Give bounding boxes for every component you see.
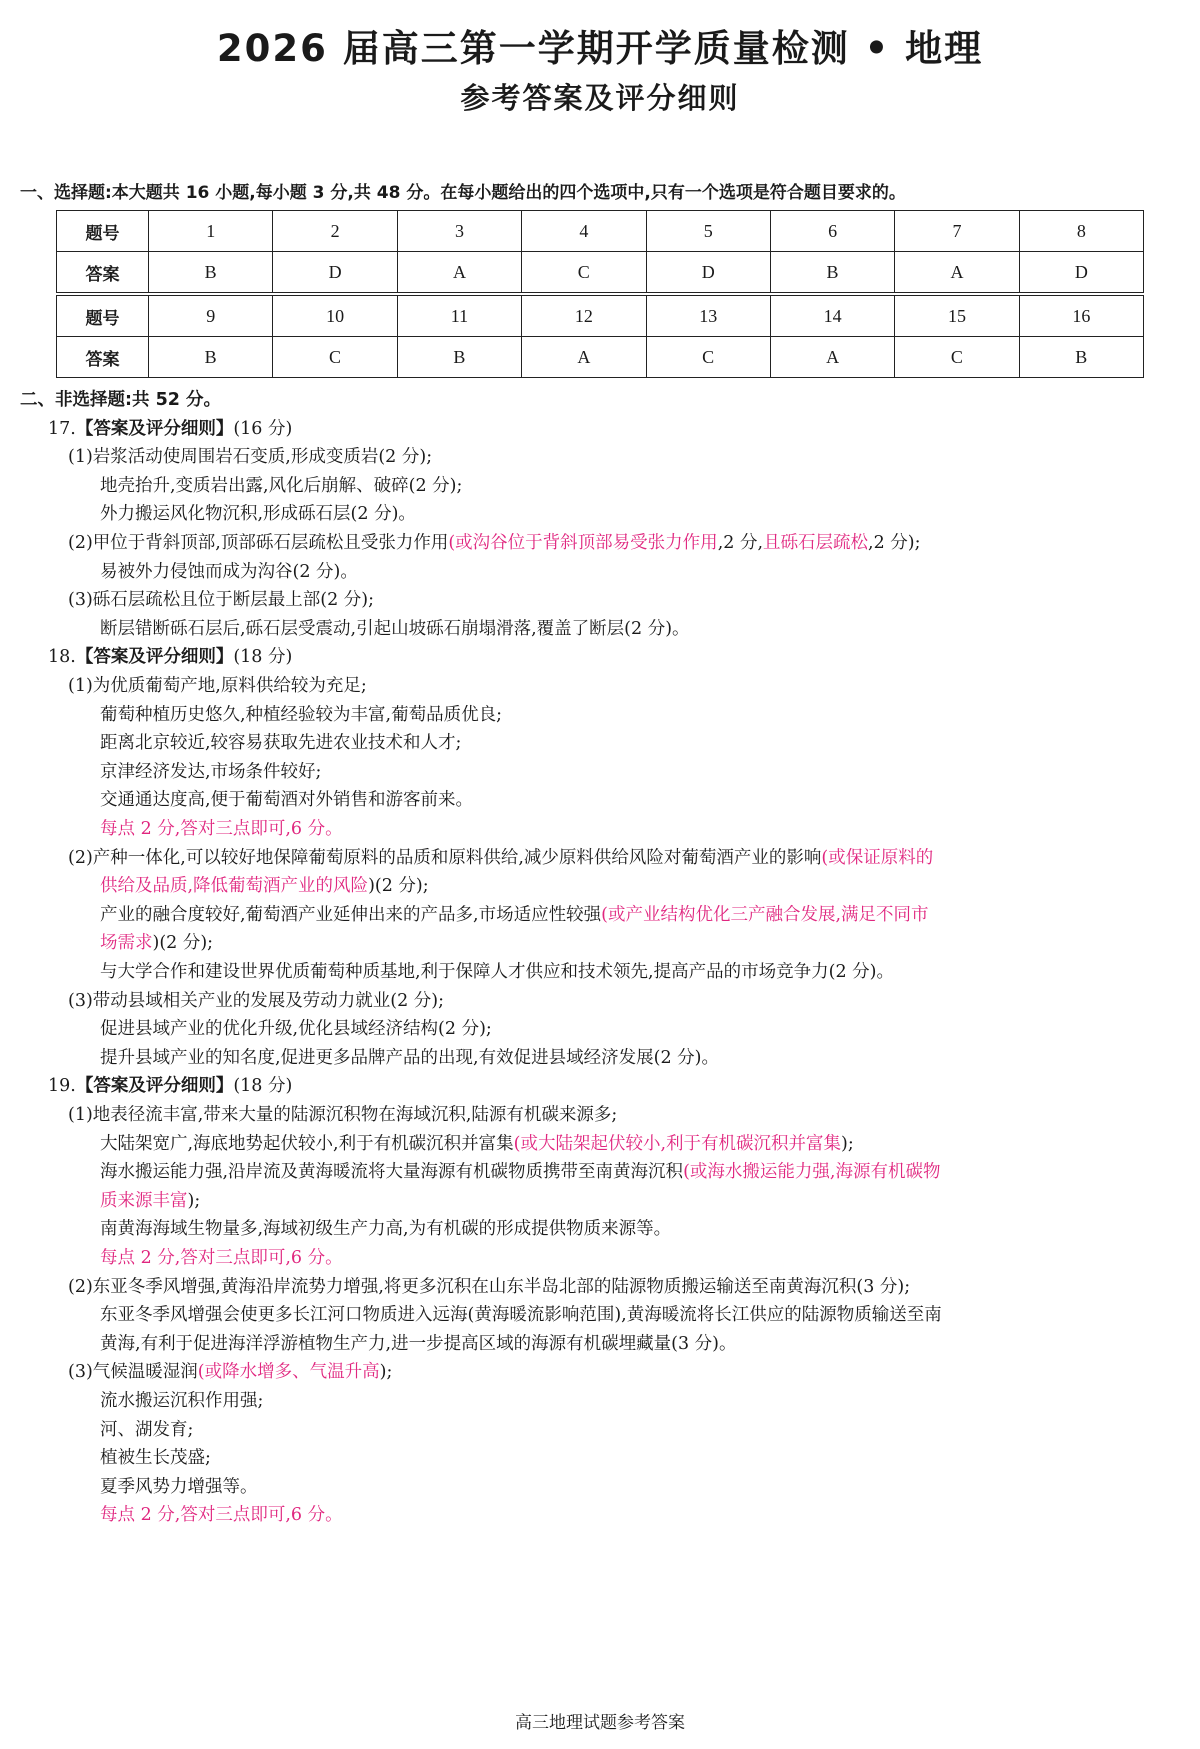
answer-text: 植被生长茂盛; — [100, 1448, 211, 1469]
page-title: 2026 届高三第一学期开学质量检测 • 地理 — [216, 27, 984, 70]
answer-text: (18 分) — [233, 1076, 293, 1097]
answer-text: ,2 分, — [717, 533, 764, 553]
answer-text: (2)东亚冬季风增强,黄海沿岸流势力增强,将更多沉积在山东半岛北部的陆源物质搬运输送至南黄海沉积(3 分); — [68, 1276, 911, 1297]
answer-line — [68, 1360, 392, 1384]
question-number-cell: 10 — [273, 294, 397, 337]
answer-line — [100, 1503, 343, 1527]
answer-line — [100, 1217, 671, 1241]
answer-line — [100, 474, 462, 498]
answer-cell: B — [149, 252, 273, 295]
answer-line — [68, 1275, 910, 1299]
alternative-answer-text: (或海水搬运能力强,海源有机碳物 — [683, 1162, 941, 1183]
answer-text: 产业的融合度较好,葡萄酒产业延伸出来的产品多,市场适应性较强 — [100, 904, 602, 925]
answer-text: 提升县域产业的知名度,促进更多品牌产品的出现,有效促进县域经济发展(2 分)。 — [100, 1047, 719, 1068]
alternative-answer-text: 质来源丰富 — [100, 1190, 188, 1211]
question-number-cell: 7 — [895, 211, 1019, 252]
answer-text: 与大学合作和建设世界优质葡萄种质基地,利于保障人才供应和技术领先,提高产品的市场竞争力(2 分)。 — [100, 962, 894, 982]
answer-text: 海水搬运能力强,沿岸流及黄海暖流将大量海源有机碳物质携带至南黄海沉积 — [100, 1162, 684, 1183]
answer-cell: C — [646, 337, 770, 378]
question-heading — [48, 417, 292, 441]
answer-cell: B — [397, 337, 521, 378]
answer-text: ); — [841, 1133, 854, 1154]
section-label: 【答案及评分细则】 — [75, 647, 234, 668]
question-number-cell: 12 — [522, 294, 646, 337]
answer-text: (3)砾石层疏松且位于断层最上部(2 分); — [68, 590, 375, 611]
question-number-cell: 1 — [149, 211, 273, 252]
question-number-cell: 14 — [770, 294, 894, 337]
answer-text: 18. — [48, 647, 76, 668]
answer-line — [100, 817, 343, 841]
answer-text: )(2 分); — [368, 876, 429, 897]
answer-line — [100, 1446, 211, 1470]
answer-text: 河、湖发育; — [100, 1419, 194, 1440]
answer-line — [100, 560, 358, 584]
section1-heading: 一、选择题:本大题共 16 小题,每小题 3 分,共 48 分。在每小题给出的四个选项中,只有一个选项是符合题目要求的。 — [20, 183, 906, 203]
answer-text: )(2 分); — [152, 933, 214, 954]
question-number-cell: 4 — [522, 211, 646, 252]
answer-text: (1)为优质葡萄产地,原料供给较为充足; — [68, 676, 367, 696]
answer-row — [57, 252, 1144, 295]
answer-text: (3)气候温暖湿润 — [68, 1362, 198, 1383]
page-subtitle: 参考答案及评分细则 — [460, 81, 740, 115]
answer-text: 京津经济发达,市场条件较好; — [100, 761, 322, 782]
answer-text: 距离北京较近,较容易获取先进农业技术和人才; — [100, 733, 462, 754]
answer-line — [100, 788, 473, 812]
answer-line — [100, 874, 429, 898]
answer-line — [100, 1475, 258, 1499]
answer-text: 东亚冬季风增强会使更多长江河口物质进入远海(黄海暖流影响范围),黄海暖流将长江供应的陆源物质输送至南 — [100, 1305, 942, 1326]
answer-text: (2)产种一体化,可以较好地保障葡萄原料的品质和原料供给,减少原料供给风险对葡萄酒产业的影响 — [68, 847, 822, 868]
question-number-cell: 3 — [397, 211, 521, 252]
alternative-answer-text: 且砾石层疏松 — [763, 533, 869, 553]
section-label: 【答案及评分细则】 — [75, 418, 234, 439]
answer-cell: C — [895, 337, 1019, 378]
answer-line — [68, 588, 374, 612]
question-number-cell: 2 — [273, 211, 397, 252]
answer-line — [68, 846, 933, 870]
answer-line — [68, 445, 432, 469]
answer-text: 地壳抬升,变质岩出露,风化后崩解、破碎(2 分); — [100, 475, 463, 496]
question-number-row — [57, 211, 1144, 252]
answer-text: (1)岩浆活动使周围岩石变质,形成变质岩(2 分); — [68, 447, 433, 468]
answer-cell: B — [149, 337, 273, 378]
page-footer: 高三地理试题参考答案 — [515, 1713, 685, 1733]
section-label: 【答案及评分细则】 — [75, 1076, 234, 1097]
answer-text: 葡萄种植历史悠久,种植经验较为丰富,葡萄品质优良; — [100, 704, 503, 725]
answer-text: ); — [379, 1362, 393, 1383]
alternative-answer-text: (或保证原料的 — [821, 847, 934, 868]
answer-text: ,2 分); — [868, 533, 921, 553]
answer-cell: C — [522, 252, 646, 295]
answer-text: (1)地表径流丰富,带来大量的陆源沉积物在海域沉积,陆源有机碳来源多; — [68, 1105, 618, 1125]
answer-line — [100, 703, 502, 727]
question-number-row — [57, 294, 1144, 337]
answer-text: 易被外力侵蚀而成为沟谷(2 分)。 — [100, 561, 358, 582]
answer-line — [100, 1303, 942, 1327]
answer-cell: D — [273, 252, 397, 295]
answer-line — [100, 1017, 492, 1041]
answer-text: ); — [187, 1190, 201, 1211]
answer-cell: A — [397, 252, 521, 295]
answer-line — [100, 760, 321, 784]
answer-line — [68, 674, 367, 698]
answer-text: 黄海,有利于促进海洋浮游植物生产力,进一步提高区域的海源有机碳埋藏量(3 分)。 — [100, 1333, 737, 1354]
row-label-question: 题号 — [57, 294, 149, 337]
answer-line — [68, 989, 444, 1013]
question-number-cell: 13 — [646, 294, 770, 337]
alternative-answer-text: (或产业结构优化三产融合发展,满足不同市 — [601, 904, 929, 925]
answer-line — [100, 617, 690, 641]
answer-line — [100, 903, 929, 927]
answer-line — [100, 1046, 719, 1070]
answer-line — [100, 1389, 263, 1413]
question-number-cell: 5 — [646, 211, 770, 252]
answer-text: (18 分) — [233, 647, 293, 668]
alternative-answer-text: (或沟谷位于背斜顶部易受张力作用 — [448, 533, 718, 553]
answer-text: 17. — [48, 418, 76, 439]
alternative-answer-text: 每点 2 分,答对三点即可,6 分。 — [100, 819, 343, 839]
answer-text: (3)带动县域相关产业的发展及劳动力就业(2 分); — [68, 990, 445, 1011]
answer-line — [100, 960, 894, 984]
alternative-answer-text: (或降水增多、气温升高 — [197, 1362, 380, 1383]
answer-text: 外力搬运风化物沉积,形成砾石层(2 分)。 — [100, 504, 416, 525]
answer-text: 南黄海海域生物量多,海域初级生产力高,为有机碳的形成提供物质来源等。 — [100, 1219, 672, 1240]
answer-line — [100, 1189, 200, 1213]
answer-cell: C — [273, 337, 397, 378]
row-label-question: 题号 — [57, 211, 149, 252]
answer-text: 交通通达度高,便于葡萄酒对外销售和游客前来。 — [100, 790, 474, 811]
answer-text: 大陆架宽广,海底地势起伏较小,利于有机碳沉积并富集 — [100, 1133, 514, 1154]
question-number-cell: 8 — [1019, 211, 1143, 252]
answer-cell: D — [646, 252, 770, 295]
answer-line — [100, 1160, 940, 1184]
answer-text: 19. — [48, 1076, 76, 1097]
answer-cell: B — [770, 252, 894, 295]
question-number-cell: 11 — [397, 294, 521, 337]
answer-cell: A — [895, 252, 1019, 295]
alternative-answer-text: 供给及品质,降低葡萄酒产业的风险 — [100, 876, 369, 897]
answer-table — [56, 210, 1144, 378]
answer-line — [68, 1103, 617, 1127]
answer-line — [100, 502, 416, 526]
answer-row — [57, 337, 1144, 378]
answer-line — [100, 1332, 736, 1356]
answer-cell: D — [1019, 252, 1143, 295]
answer-text: 流水搬运沉积作用强; — [100, 1391, 264, 1411]
question-heading — [48, 645, 292, 669]
alternative-answer-text: (或大陆架起伏较小,利于有机碳沉积并富集 — [513, 1133, 842, 1154]
answer-text: 断层错断砾石层后,砾石层受震动,引起山坡砾石崩塌滑落,覆盖了断层(2 分)。 — [100, 618, 690, 639]
answer-line — [100, 1418, 193, 1442]
answer-text: (16 分) — [233, 418, 293, 439]
section2-heading: 二、非选择题:共 52 分。 — [20, 390, 222, 410]
answer-line — [68, 531, 921, 555]
alternative-answer-text: 每点 2 分,答对三点即可,6 分。 — [100, 1248, 343, 1268]
answer-text: 夏季风势力增强等。 — [100, 1476, 258, 1497]
question-number-cell: 9 — [149, 294, 273, 337]
question-heading — [48, 1074, 292, 1098]
row-label-answer: 答案 — [57, 337, 149, 378]
answer-cell: A — [522, 337, 646, 378]
question-number-cell: 16 — [1019, 294, 1143, 337]
alternative-answer-text: 场需求 — [100, 933, 153, 954]
answer-cell: A — [770, 337, 894, 378]
answer-text: 促进县域产业的优化升级,优化县域经济结构(2 分); — [100, 1019, 492, 1040]
row-label-answer: 答案 — [57, 252, 149, 295]
answer-line — [100, 731, 461, 755]
alternative-answer-text: 每点 2 分,答对三点即可,6 分。 — [100, 1505, 343, 1526]
question-number-cell: 15 — [895, 294, 1019, 337]
answer-line — [100, 1132, 854, 1156]
answer-cell: B — [1019, 337, 1143, 378]
answer-line — [100, 1246, 343, 1270]
question-number-cell: 6 — [770, 211, 894, 252]
answer-text: (2)甲位于背斜顶部,顶部砾石层疏松且受张力作用 — [68, 533, 449, 553]
answer-line — [100, 931, 213, 955]
